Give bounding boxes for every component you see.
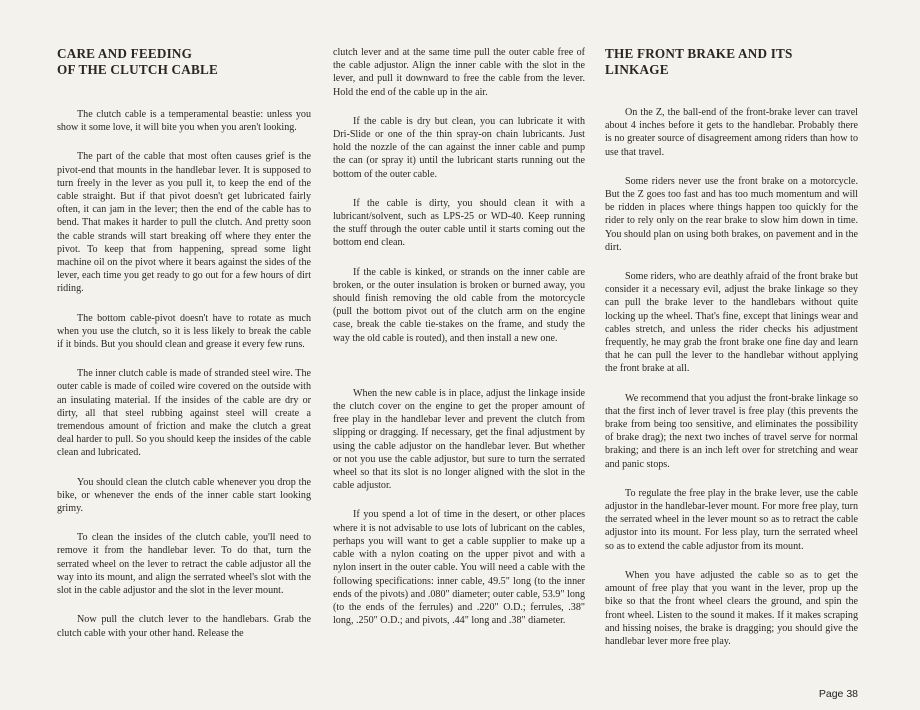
paragraph: We recommend that you adjust the front-brake linkage so that the first inch of lever travel is free play (this prevents the brake from being too sensitive, and eliminates the possibility of brake drag); the next two inches of travel serve for normal braking; and there is an inch left over for stretching and wear and panic stops. <box>605 392 858 470</box>
page-number: Page 38 <box>818 688 858 700</box>
paragraph: When you have adjusted the cable so as to get the amount of free play that you want in the lever, prop up the bike so that the front wheel clears the ground, and spin the front wheel. Listen to the sound it makes. If it makes scraping and hissing noises, the brake is dragging; you should give the handlebar lever more free play. <box>605 569 858 647</box>
paragraph: If you spend a lot of time in the desert, or other places where it is not advisable to use lots of lubricant on the cables, perhaps you will want to get a cable supplier to make up a cable with a nylon coating on the upper pivot and with a nylon insert in the outer cable. You will need a cable with the following specifications: inner cable, 49.5" long (to the inner ends of the pivots) and .080" diameter; outer cable, 53.9" long (to the ends of the ferrules) and .220" O.D.; ferrules, .38" long, .250" O.D.; and pivots, .44" long and .38" diameter. <box>333 509 585 627</box>
paragraph: The bottom cable-pivot doesn't have to rotate as much when you use the clutch, so it is less likely to break the cable if it binds. But you should clean and grease it every few runs. <box>57 312 311 351</box>
paragraph: When the new cable is in place, adjust the linkage inside the clutch cover on the engine to get the proper amount of free play in the handlebar lever and prevent the clutch from slipping or dragging. If necessary, get the final adjustment by using the cable adjustor on the handlebar lever. But whether or not you use the cable adjustor, but sure to turn the serrated wheel so that its slot is no longer aligned with the slot in the cable adjustor. <box>333 387 585 492</box>
paragraph: On the Z, the ball-end of the front-brake lever can travel about 4 inches before it gets to the handlebar. Probably there is no greater source of disagreement among riders than how to use that travel. <box>605 107 858 158</box>
paragraph: The part of the cable that most often causes grief is the pivot-end that mounts in the handlebar lever. It is supposed to turn freely in the lever as you pull it, to keep the end of the cable straight. But if that pivot doesn't get lubricated fairly often, it can jam in the lever; then the end of the cable has to bend. That makes it harder to pull the clutch. And pretty soon the cable strands will start breaking off where they enter the pivot. To keep that from happening, spread some light machine oil on the pivot where it bears against the sides of the lever, each time you get ready to go out for a few hours of dirt riding. <box>57 151 311 295</box>
paragraph: You should clean the clutch cable whenever you drop the bike, or whenever the ends of the inner cable start looking grimy. <box>57 476 311 515</box>
column-right <box>605 46 858 664</box>
column-middle <box>333 46 585 643</box>
paragraph: If the cable is kinked, or strands on the inner cable are broken, or the outer insulation is broken or burned away, you should finish removing the old cable from the motorcycle (pull the bottom pivot out of the clutch arm on the engine case, break the cable tie-stakes on the frame, and study the way the old cable is routed), and then install a new one. <box>333 266 585 344</box>
paragraph: If the cable is dirty, you should clean it with a lubricant/solvent, such as LPS-25 or WD-40. Keep running the stuff through the outer cable until it starts coming out the bottom end clean. <box>333 197 585 249</box>
section-heading-clutch-cable: CARE AND FEEDING OF THE CLUTCH CABLE <box>57 46 218 77</box>
paragraph: If the cable is dry but clean, you can lubricate it with Dri-Slide or one of the thin spray-on chain lubricants. Just hold the nozzle of the can against the inner cable and pump the can (or spray it) until the lubricant starts running out the bottom of the outer cable. <box>333 115 585 180</box>
paragraph: The clutch cable is a temperamental beastie: unless you show it some love, it will bite you when you aren't looking. <box>57 109 311 134</box>
paragraph-continued: clutch lever and at the same time pull the outer cable free of the cable adjustor. Align the inner cable with the slot in the lever, and pull it downward to free the cable from the lever. Hold the end of the cable up in the air. <box>333 47 585 98</box>
section-heading-front-brake: THE FRONT BRAKE AND ITS LINKAGE <box>605 46 793 77</box>
paragraph: The inner clutch cable is made of stranded steel wire. The outer cable is made of coiled wire covered on the outside with an insulating material. If the insides of the cable are dry or dirty, all that steel rubbing against steel will create a tremendous amount of friction and make the clutch a great deal harder to pull. So you should keep the insides of the cable clean and lubricated. <box>57 368 311 459</box>
paragraph: Some riders, who are deathly afraid of the front brake but consider it a necessary evil, adjust the brake linkage so they can pull the brake lever to the handlebars without quite locking up the wheel. That's fine, except that linings wear and cables stretch, and unless the rider checks his adjustment frequently, he may grab the front brake one fine day and learn that he can pull the lever to the handlebar without applying the front brake at all. <box>605 271 858 375</box>
paragraph: To regulate the free play in the brake lever, use the cable adjustor in the handlebar-lever mount. For more free play, turn the serrated wheel in the lever mount so as to retract the cable adjustor into its mount. For less play, turn the serrated wheel so as to extend the cable adjustor from its mount. <box>605 487 858 552</box>
paragraph: To clean the insides of the clutch cable, you'll need to remove it from the handlebar lever. To do that, turn the serrated wheel on the lever to retract the cable adjustor all the way into its mount, and align the serrated wheel's slot with the slot in the cable adjustor and the slot in the lever mount. <box>57 532 311 597</box>
paragraph: Now pull the clutch lever to the handlebars. Grab the clutch cable with your other hand. Release the <box>57 614 311 639</box>
paragraph: Some riders never use the front brake on a motorcycle. But the Z goes too fast and has too much momentum and will be ridden in places where things happen too quickly for the rider to rely only on the rear brake to slow him down in time. You should plan on using both brakes, on pavement and in the dirt. <box>605 175 858 253</box>
column-left <box>57 46 311 656</box>
